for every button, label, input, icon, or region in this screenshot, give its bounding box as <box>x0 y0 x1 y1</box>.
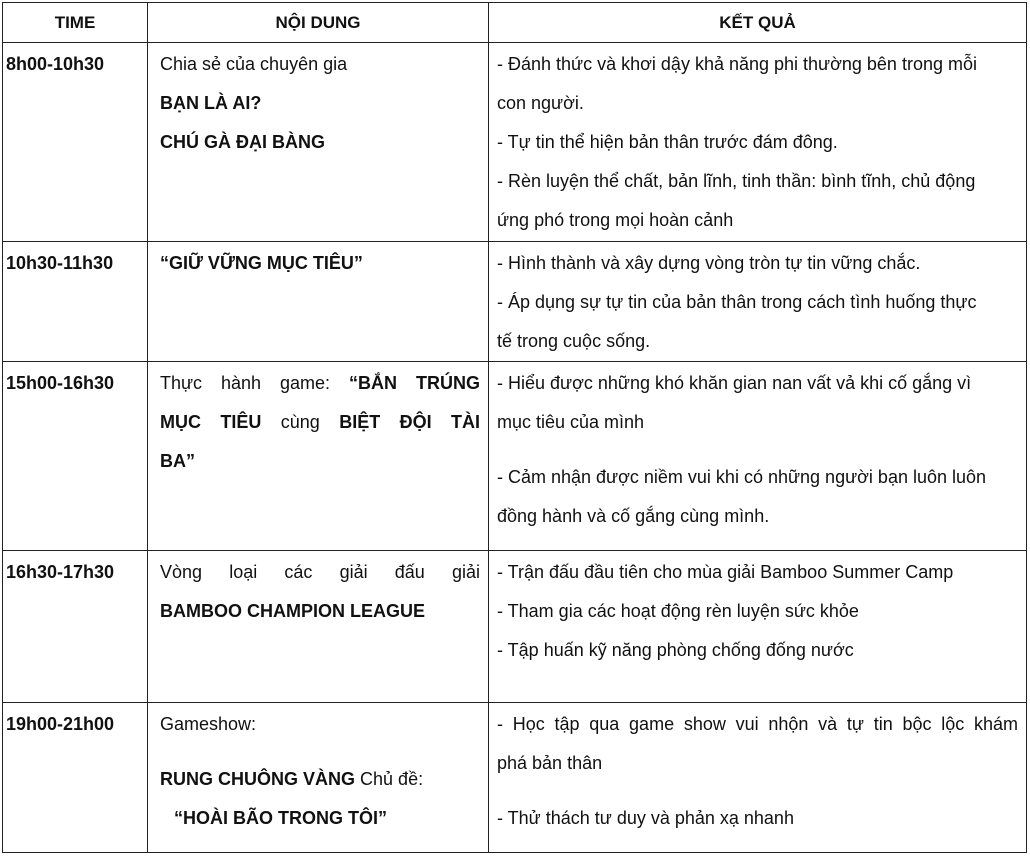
content-cell <box>148 242 489 362</box>
result-cell <box>489 43 1027 242</box>
result-line: tế trong cuộc sống. <box>497 331 651 351</box>
result-line: - Thử thách tư duy và phản xạ nhanh <box>497 808 794 828</box>
time-cell: 8h00-10h30 <box>3 43 148 242</box>
content-cell <box>148 362 489 551</box>
table-row <box>3 362 1027 551</box>
header-content: NỘI DUNG <box>148 3 489 43</box>
content-line: BẠN LÀ AI? <box>160 93 262 113</box>
content-line: Vòng loại các giải đấu giải <box>160 562 480 582</box>
content-cell <box>148 703 489 853</box>
table-row <box>3 242 1027 362</box>
header-row <box>3 3 1027 43</box>
result-line: - Áp dụng sự tự tin của bản thân trong cách tình huống thực <box>497 292 977 312</box>
result-line: - Tự tin thể hiện bản thân trước đám đông. <box>497 132 838 152</box>
header-time: TIME <box>3 3 148 43</box>
content-line: BA” <box>160 451 195 471</box>
result-line: đồng hành và cố gắng cùng mình. <box>497 506 770 526</box>
content-line <box>160 760 480 799</box>
content-line <box>160 364 480 403</box>
result-line: - Hình thành và xây dựng vòng tròn tự tin vững chắc. <box>497 253 921 273</box>
result-line: - Tập huấn kỹ năng phòng chống đống nước <box>497 640 854 660</box>
content-text: Chủ đề: <box>360 769 424 789</box>
result-line: - Học tập qua game show vui nhộn và tự tin bộc lộc khám <box>497 714 1018 734</box>
result-cell <box>489 703 1027 853</box>
content-text: “BẮN TRÚNG <box>349 373 480 393</box>
time-cell: 19h00-21h00 <box>3 703 148 853</box>
result-cell <box>489 362 1027 551</box>
result-line: - Hiểu được những khó khăn gian nan vất vả khi cố gắng vì <box>497 373 972 393</box>
result-line: con người. <box>497 93 584 113</box>
result-line: phá bản thân <box>497 753 603 773</box>
result-line: - Đánh thức và khơi dậy khả năng phi thường bên trong mỗi <box>497 54 977 74</box>
content-line: “GIỮ VỮNG MỤC TIÊU” <box>160 253 363 273</box>
result-line: mục tiêu của mình <box>497 412 645 432</box>
time-cell: 15h00-16h30 <box>3 362 148 551</box>
content-text: RUNG CHUÔNG VÀNG <box>160 769 356 789</box>
content-line: CHÚ GÀ ĐẠI BÀNG <box>160 132 325 152</box>
table-row <box>3 43 1027 242</box>
content-line: Chia sẻ của chuyên gia <box>160 54 348 74</box>
content-line <box>160 403 480 442</box>
table-row <box>3 551 1027 703</box>
content-text: BIỆT ĐỘI TÀI <box>339 412 480 432</box>
content-text: MỤC TIÊU <box>160 412 262 432</box>
time-cell: 16h30-17h30 <box>3 551 148 703</box>
schedule-table <box>2 2 1027 853</box>
content-cell <box>148 551 489 703</box>
content-line: Gameshow: <box>160 714 257 734</box>
result-line: - Tham gia các hoạt động rèn luyện sức khỏe <box>497 601 859 621</box>
content-line: “HOÀI BÃO TRONG TÔI” <box>174 808 387 828</box>
table-row <box>3 703 1027 853</box>
header-result: KẾT QUẢ <box>489 3 1027 43</box>
content-text: Thực hành game: <box>160 373 331 393</box>
result-cell <box>489 551 1027 703</box>
time-cell: 10h30-11h30 <box>3 242 148 362</box>
result-cell <box>489 242 1027 362</box>
result-line: - Trận đấu đầu tiên cho mùa giải Bamboo Summer Camp <box>497 562 954 582</box>
result-line: - Rèn luyện thể chất, bản lĩnh, tinh thần: bình tĩnh, chủ động <box>497 171 976 191</box>
content-cell <box>148 43 489 242</box>
result-line: ứng phó trong mọi hoàn cảnh <box>497 210 734 230</box>
result-line: - Cảm nhận được niềm vui khi có những người bạn luôn luôn <box>497 467 987 487</box>
content-line: BAMBOO CHAMPION LEAGUE <box>160 601 425 621</box>
content-text: cùng <box>280 412 320 432</box>
